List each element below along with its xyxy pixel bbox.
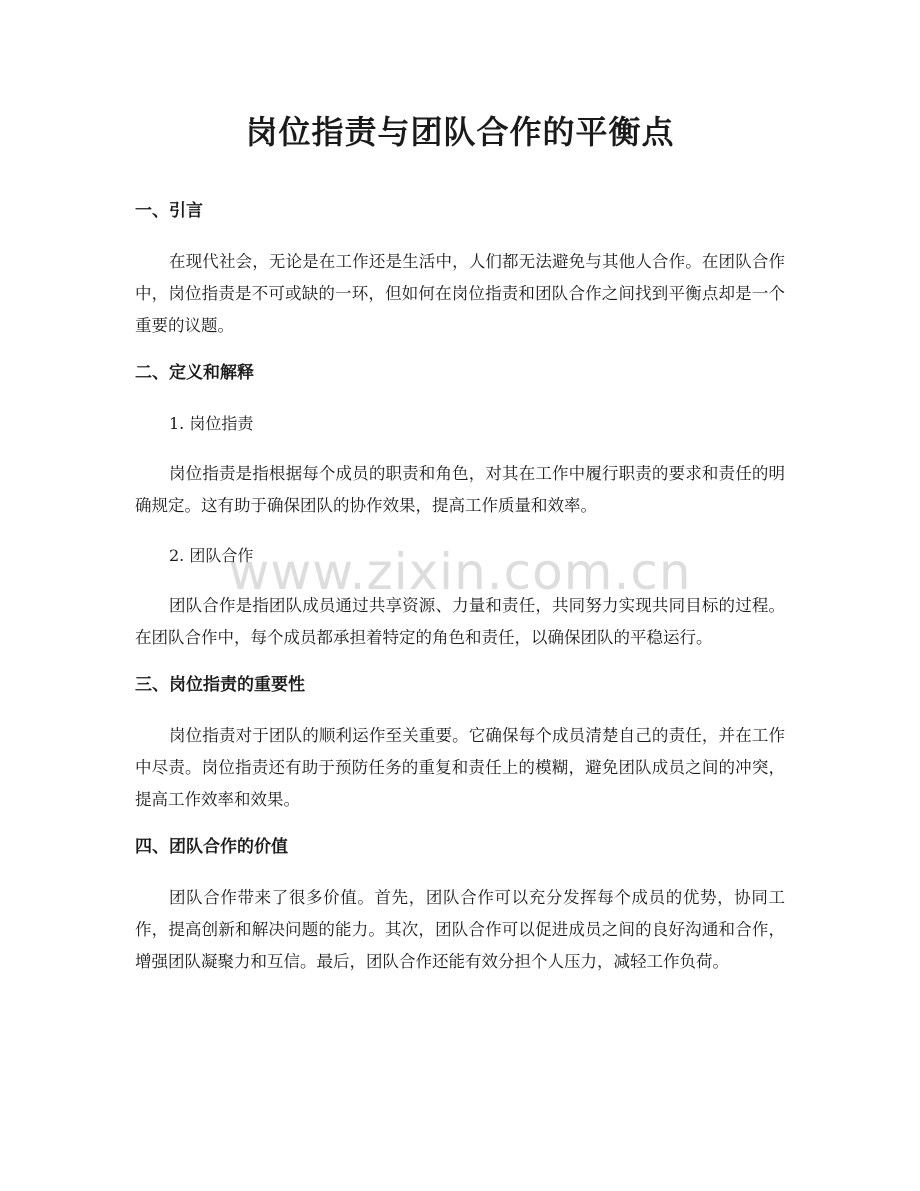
section-value [135,834,785,978]
paragraph: 团队合作带来了很多价值。首先，团队合作可以充分发挥每个成员的优势，协同工作，提高创新和解决问题的能力。其次，团队合作可以促进成员之间的良好沟通和合作，增强团队凝聚力和互信。最后，团队合作还能有效分担个人压力，减轻工作负荷。 [135,888,785,971]
paragraph: 岗位指责是指根据每个成员的职责和角色，对其在工作中履行职责的要求和责任的明确规定。这有助于确保团队的协作效果，提高工作质量和效率。 [135,464,785,515]
sub-item-label: 1. 岗位指责 [169,414,254,433]
document-title: 岗位指责与团队合作的平衡点 [245,113,675,151]
paragraph: 岗位指责对于团队的顺利运作至关重要。它确保每个成员清楚自己的责任，并在工作中尽责。岗位指责还有助于预防任务的重复和责任上的模糊，避免团队成员之间的冲突，提高工作效率和效果。 [135,726,785,809]
section-heading: 二、定义和解释 [135,363,254,383]
section-definitions [135,360,785,654]
section-heading: 三、岗位指责的重要性 [135,675,305,695]
sub-item-label: 2. 团队合作 [169,546,254,565]
watermark: www.zixin.com.cn [228,543,692,601]
paragraph: 团队合作是指团队成员通过共享资源、力量和责任，共同努力实现共同目标的过程。在团队合作中，每个成员都承担着特定的角色和责任，以确保团队的平稳运行。 [135,596,785,647]
section-importance [135,672,785,816]
section-heading: 一、引言 [135,201,203,221]
paragraph: 在现代社会，无论是在工作还是生活中，人们都无法避免与其他人合作。在团队合作中，岗位指责是不可或缺的一环，但如何在岗位指责和团队合作之间找到平衡点却是一个重要的议题。 [135,252,785,335]
section-introduction [135,198,785,342]
section-heading: 四、团队合作的价值 [135,837,288,857]
